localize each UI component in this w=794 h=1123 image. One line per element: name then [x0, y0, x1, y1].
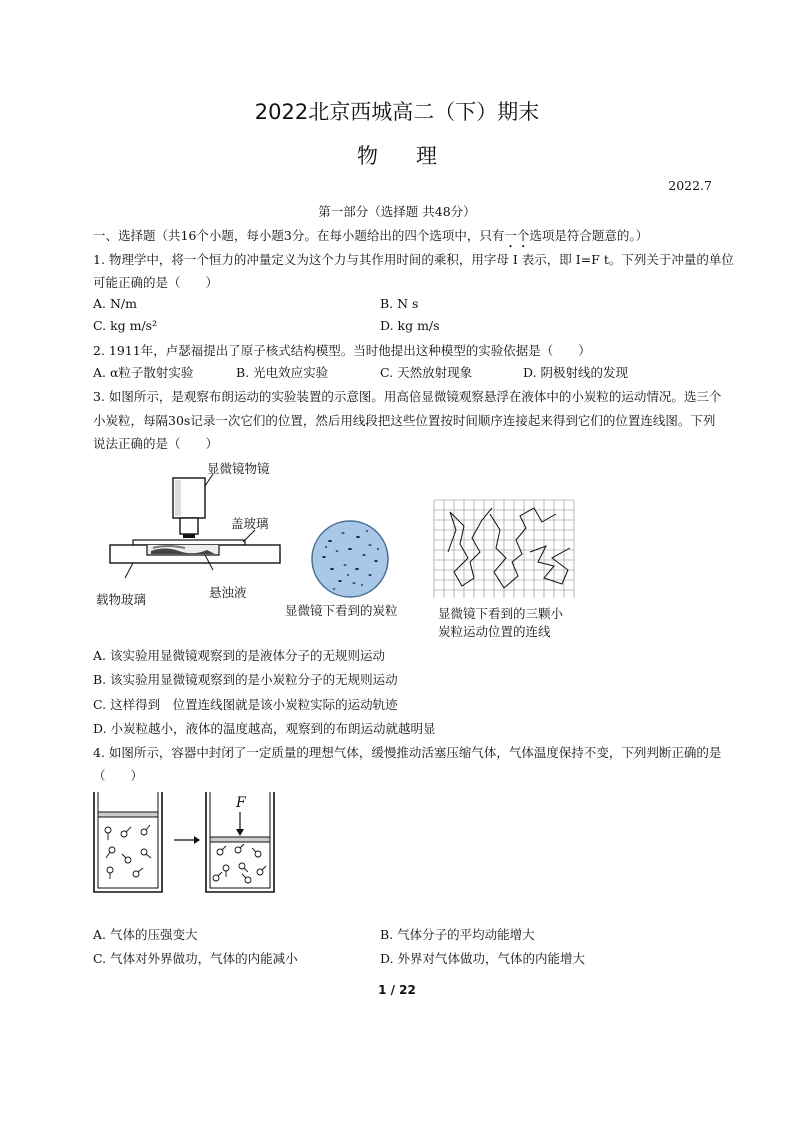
cover-glass-label: 盖玻璃: [231, 516, 269, 531]
exam-title: 2022北京西城高二（下）期末: [254, 100, 540, 124]
q3-option-b: B. 该实验用显微镜观察到的是小炭粒分子的无规则运动: [93, 672, 398, 687]
section-instructions: [93, 226, 648, 244]
q2-option-c: C. 天然放射现象: [380, 365, 473, 380]
track-label-line2: 炭粒运动位置的连线: [438, 624, 551, 639]
q3-stem-line: 说法正确的是（ ）: [93, 436, 219, 451]
subject-title: 物理: [357, 144, 475, 168]
q1-option-b: B. N s: [380, 296, 419, 311]
q3-option-d: D. 小炭粒越小，液体的温度越高，观察到的布朗运动就越明显: [93, 721, 436, 736]
q1-stem-line: 1. 物理学中，将一个恒力的冲量定义为这个力与其作用时间的乘积，用字母 I 表示，即 I=F t。下列关于冲量的单位: [93, 252, 734, 267]
instructions-text: 选项是符合题意的。）: [529, 228, 649, 243]
suspension-label: 悬浊液: [209, 585, 247, 600]
q4-option-a: A. 气体的压强变大: [93, 927, 198, 942]
exam-date: 2022.7: [668, 178, 712, 193]
q3-stem-line: 小炭粒，每隔30s记录一次它们的位置，然后用线段把这些位置按时间顺序连接起来得到它们的位置连线图。下列: [93, 413, 716, 428]
q1-option-a: A. N/m: [93, 296, 137, 311]
q1-stem-line: 可能正确的是（ ）: [93, 275, 219, 290]
q4-stem-line: （ ）: [93, 768, 144, 783]
q2-stem-line: 2. 1911年，卢瑟福提出了原子核式结构模型。当时他提出这种模型的实验依据是（ ）: [93, 343, 591, 358]
piston-compression-diagram: [90, 788, 280, 898]
q4-option-c: C. 气体对外界做功，气体的内能减小: [93, 951, 298, 966]
track-label-line1: 显微镜下看到的三颗小: [438, 606, 564, 621]
q2-option-a: A. α粒子散射实验: [93, 365, 194, 380]
q3-option-a: A. 该实验用显微镜观察到的是液体分子的无规则运动: [93, 648, 385, 663]
q4-option-b: B. 气体分子的平均动能增大: [380, 927, 535, 942]
page-number: 1 / 22: [378, 983, 416, 997]
emphasis-char: 个: [516, 228, 530, 243]
q1-option-c: C. kg m/s²: [93, 318, 158, 333]
q1-option-d: D. kg m/s: [380, 318, 440, 333]
slide-label: 载物玻璃: [96, 592, 147, 607]
objective-label: 显微镜物镜: [207, 461, 270, 476]
force-label: F: [236, 795, 246, 811]
microscope-apparatus-diagram: [95, 458, 295, 608]
carbon-view-label: 显微镜下看到的炭粒: [285, 603, 398, 618]
q2-option-b: B. 光电效应实验: [236, 365, 329, 380]
q3-stem-line: 3. 如图所示，是观察布朗运动的实验装置的示意图。用高倍显微镜观察悬浮在液体中的小炭粒的运动情况。选三个: [93, 389, 722, 404]
q4-stem-line: 4. 如图所示，容器中封闭了一定质量的理想气体，缓慢推动活塞压缩气体，气体温度保持不变，下列判断正确的是: [93, 745, 722, 760]
emphasis-char: 一: [504, 228, 517, 243]
part-title: 第一部分（选择题 共48分）: [318, 204, 476, 219]
instructions-text: 一、选择题（共16个小题，每小题3分。在每小题给出的四个选项中，只有: [93, 228, 505, 243]
carbon-particles-view: [310, 519, 390, 599]
q2-option-d: D. 阴极射线的发现: [523, 365, 629, 380]
q4-option-d: D. 外界对气体做功，气体的内能增大: [380, 951, 586, 966]
particle-track-grid: [434, 500, 576, 598]
q3-option-c: C. 这样得到 位置连线图就是该小炭粒实际的运动轨迹: [93, 697, 398, 712]
